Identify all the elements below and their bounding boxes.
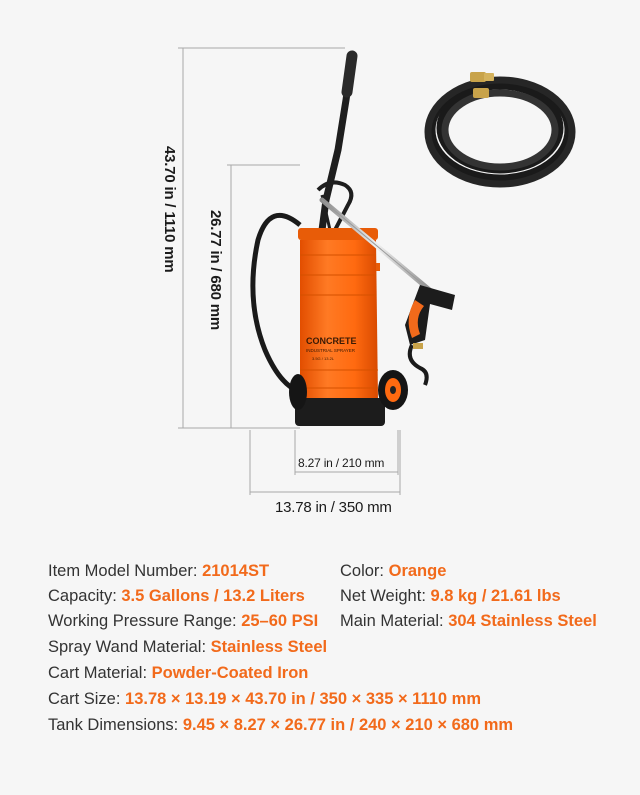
tank-hose: [253, 215, 300, 392]
spec-weight-value: 9.8 kg / 21.61 lbs: [430, 587, 561, 605]
spec-tank-dimensions: [48, 716, 513, 735]
spec-capacity-label: Capacity:: [48, 587, 122, 605]
spec-pressure: [48, 612, 318, 631]
spray-gun: [405, 285, 455, 385]
spec-material: [340, 612, 597, 631]
tank-label-main: CONCRETE: [306, 336, 357, 346]
spec-color-value: Orange: [388, 562, 447, 580]
spec-color: [340, 562, 446, 581]
total-height-label: 43.70 in / 1110 mm: [161, 146, 178, 273]
coiled-hose: [428, 80, 572, 184]
spec-cart-material-value: Powder-Coated Iron: [151, 664, 309, 682]
spec-model-value: 21014ST: [202, 562, 270, 580]
spec-cart-material-label: Cart Material:: [48, 664, 152, 682]
spec-wand: [48, 638, 327, 657]
spec-weight: [340, 587, 561, 606]
spec-wand-label: Spray Wand Material:: [48, 638, 211, 656]
spec-weight-label: Net Weight:: [340, 587, 431, 605]
sprayer-tank: [295, 228, 385, 426]
spec-material-label: Main Material:: [340, 612, 449, 630]
spec-model: [48, 562, 269, 581]
spec-tank-dim-value: 9.45 × 8.27 × 26.77 in / 240 × 210 × 680 mm: [182, 716, 514, 734]
spec-cart-size: [48, 690, 481, 709]
spec-cart-size-label: Cart Size:: [48, 690, 126, 708]
spec-capacity: [48, 587, 305, 606]
tank-width-label: 8.27 in / 210 mm: [298, 456, 385, 470]
spec-pressure-value: 25–60 PSI: [241, 612, 319, 630]
total-width-label: 13.78 in / 350 mm: [275, 499, 392, 516]
spec-tank-dim-label: Tank Dimensions:: [48, 716, 183, 734]
spec-pressure-label: Working Pressure Range:: [48, 612, 242, 630]
tank-height-label: 26.77 in / 680 mm: [207, 210, 224, 331]
tank-label-small: 3.5G / 13.2L: [312, 356, 335, 361]
spec-cart-size-value: 13.78 × 13.19 × 43.70 in / 350 × 335 × 1110 mm: [125, 690, 481, 708]
spec-model-label: Item Model Number:: [48, 562, 203, 580]
spec-capacity-value: 3.5 Gallons / 13.2 Liters: [121, 587, 305, 605]
spec-wand-value: Stainless Steel: [210, 638, 328, 656]
spec-color-label: Color:: [340, 562, 389, 580]
spec-cart-material: [48, 664, 308, 683]
tank-label-sub: INDUSTRIAL SPRAYER: [306, 348, 356, 353]
spec-material-value: 304 Stainless Steel: [448, 612, 597, 630]
